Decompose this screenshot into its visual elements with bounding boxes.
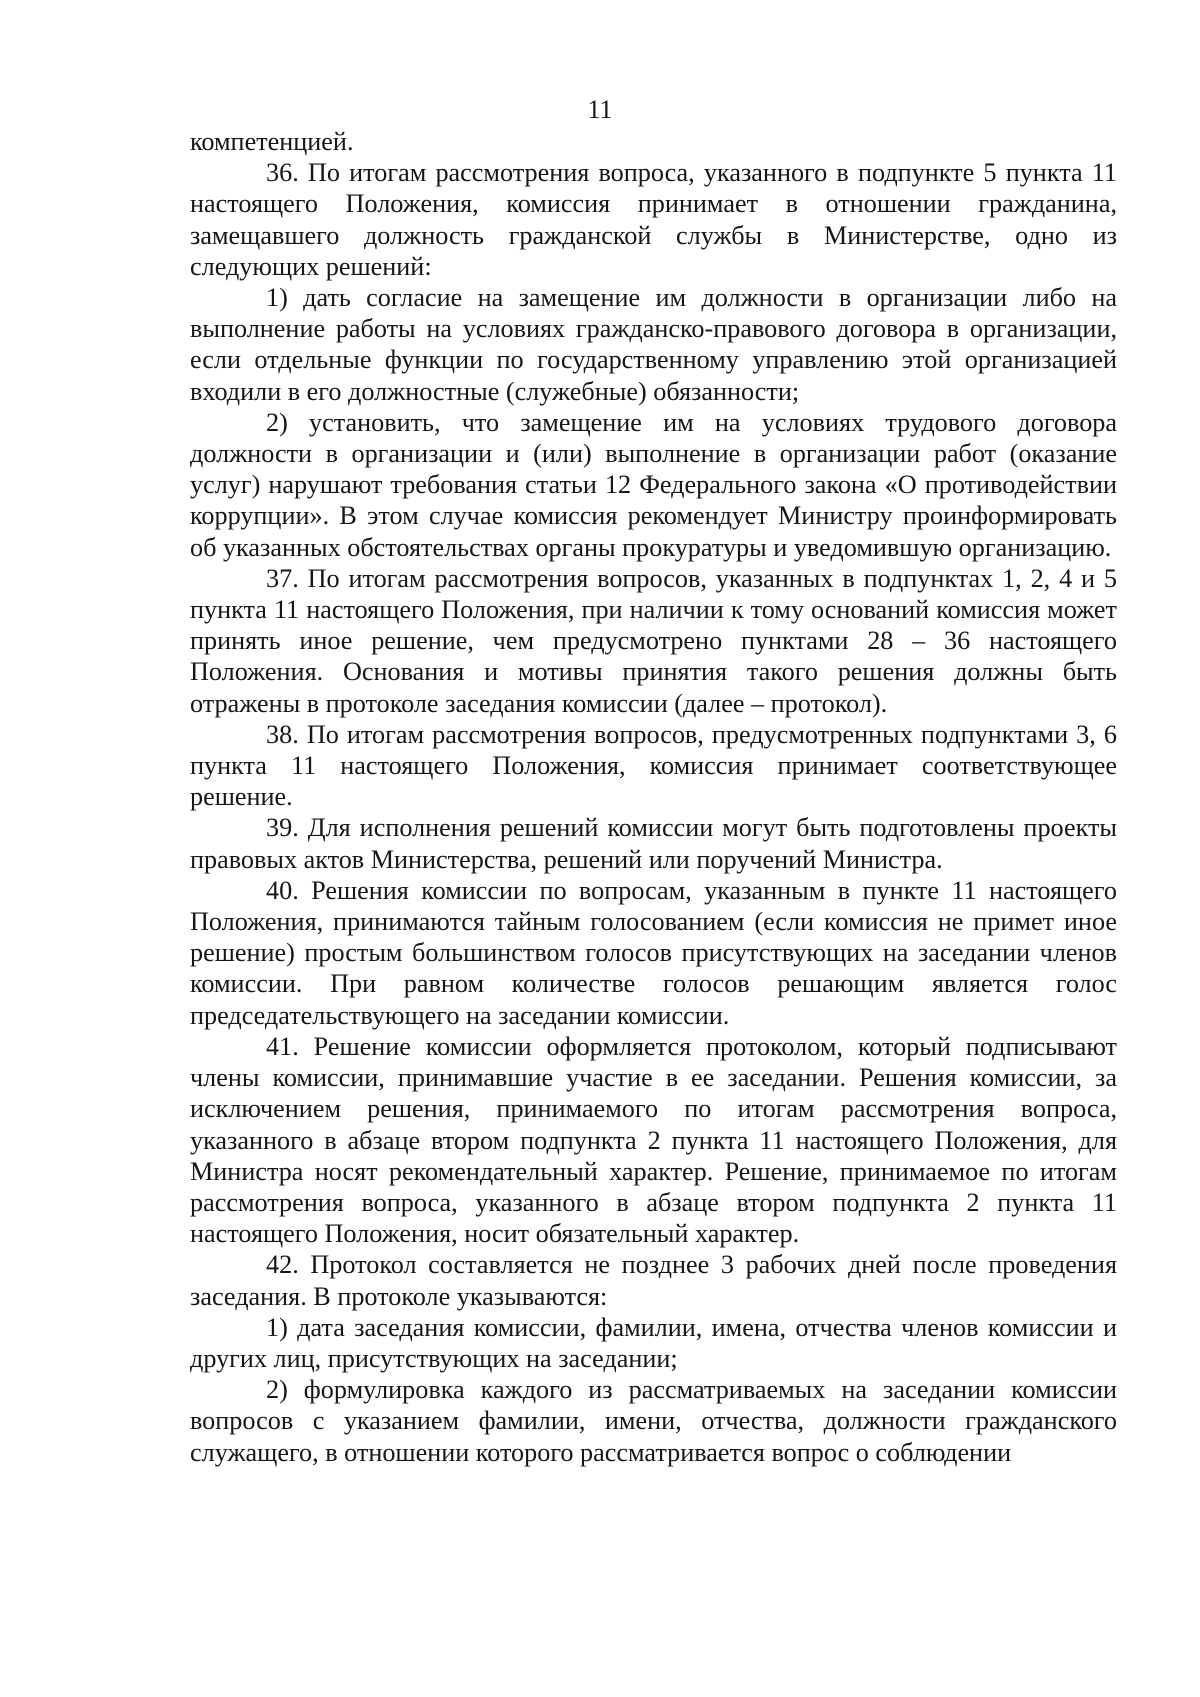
paragraph-40: 40. Решения комиссии по вопросам, указанным в пункте 11 настоящего Положения, принимаются тайным голосованием (если комиссия не примет иное решение) простым большинством голосов присутствующих на заседании членов комиссии. При равном количестве голосов решающим является голос председательствующего на заседании комиссии. [190, 875, 1117, 1030]
paragraph-36: 36. По итогам рассмотрения вопроса, указанного в подпункте 5 пункта 11 настоящего Положения, комиссия принимает в отношении гражданина, замещавшего должность гражданской службы в Министерстве, одно из следующих решений: [190, 158, 1117, 281]
paragraph-42-item-1: 1) дата заседания комиссии, фамилии, имена, отчества членов комиссии и других лиц, присутствующих на заседании; [190, 1312, 1117, 1373]
paragraph-42: 42. Протокол составляется не позднее 3 рабочих дней после проведения заседания. В протоколе указываются: [190, 1250, 1117, 1311]
paragraph-38: 38. По итогам рассмотрения вопросов, предусмотренных подпунктами 3, 6 пункта 11 настоящего Положения, комиссия принимает соответствующее решение. [190, 719, 1117, 812]
document-body [190, 126, 1117, 1468]
page-number: 11 [587, 95, 613, 124]
paragraph-continuation: компетенцией. [190, 127, 354, 156]
paragraph-42-item-2: 2) формулировка каждого из рассматриваемых на заседании комиссии вопросов с указанием фамилии, имени, отчества, должности гражданского служащего, в отношении которого рассматривается вопрос о соблюдении [190, 1375, 1117, 1467]
paragraph-36-item-2: 2) установить, что замещение им на условиях трудового договора должности в организации и (или) выполнение в организации работ (оказание услуг) нарушают требования статьи 12 Федерального закона «О противодействии коррупции». В этом случае комиссия рекомендует Министру проинформировать об указанных обстоятельствах органы прокуратуры и уведомившую организацию. [190, 407, 1117, 562]
paragraph-37: 37. По итогам рассмотрения вопросов, указанных в подпунктах 1, 2, 4 и 5 пункта 11 настоящего Положения, при наличии к тому оснований комиссия может принять иное решение, чем предусмотрено пунктами 28 – 36 настоящего Положения. Основания и мотивы принятия такого решения должны быть отражены в протоколе заседания комиссии (далее – протокол). [190, 563, 1117, 718]
paragraph-41: 41. Решение комиссии оформляется протоколом, который подписывают члены комиссии, принимавшие участие в ее заседании. Решения комиссии, за исключением решения, принимаемого по итогам рассмотрения вопроса, указанного в абзаце втором подпункта 2 пункта 11 настоящего Положения, для Министра носят рекомендательный характер. Решение, принимаемое по итогам рассмотрения вопроса, указанного в абзаце втором подпункта 2 пункта 11 настоящего Положения, носит обязательный характер. [190, 1031, 1117, 1249]
paragraph-36-item-1: 1) дать согласие на замещение им должности в организации либо на выполнение работы на условиях гражданско-правового договора в организации, если отдельные функции по государственному управлению этой организацией входили в его должностные (служебные) обязанности; [190, 283, 1117, 406]
paragraph-39: 39. Для исполнения решений комиссии могут быть подготовлены проекты правовых актов Министерства, решений или поручений Министра. [190, 813, 1117, 874]
